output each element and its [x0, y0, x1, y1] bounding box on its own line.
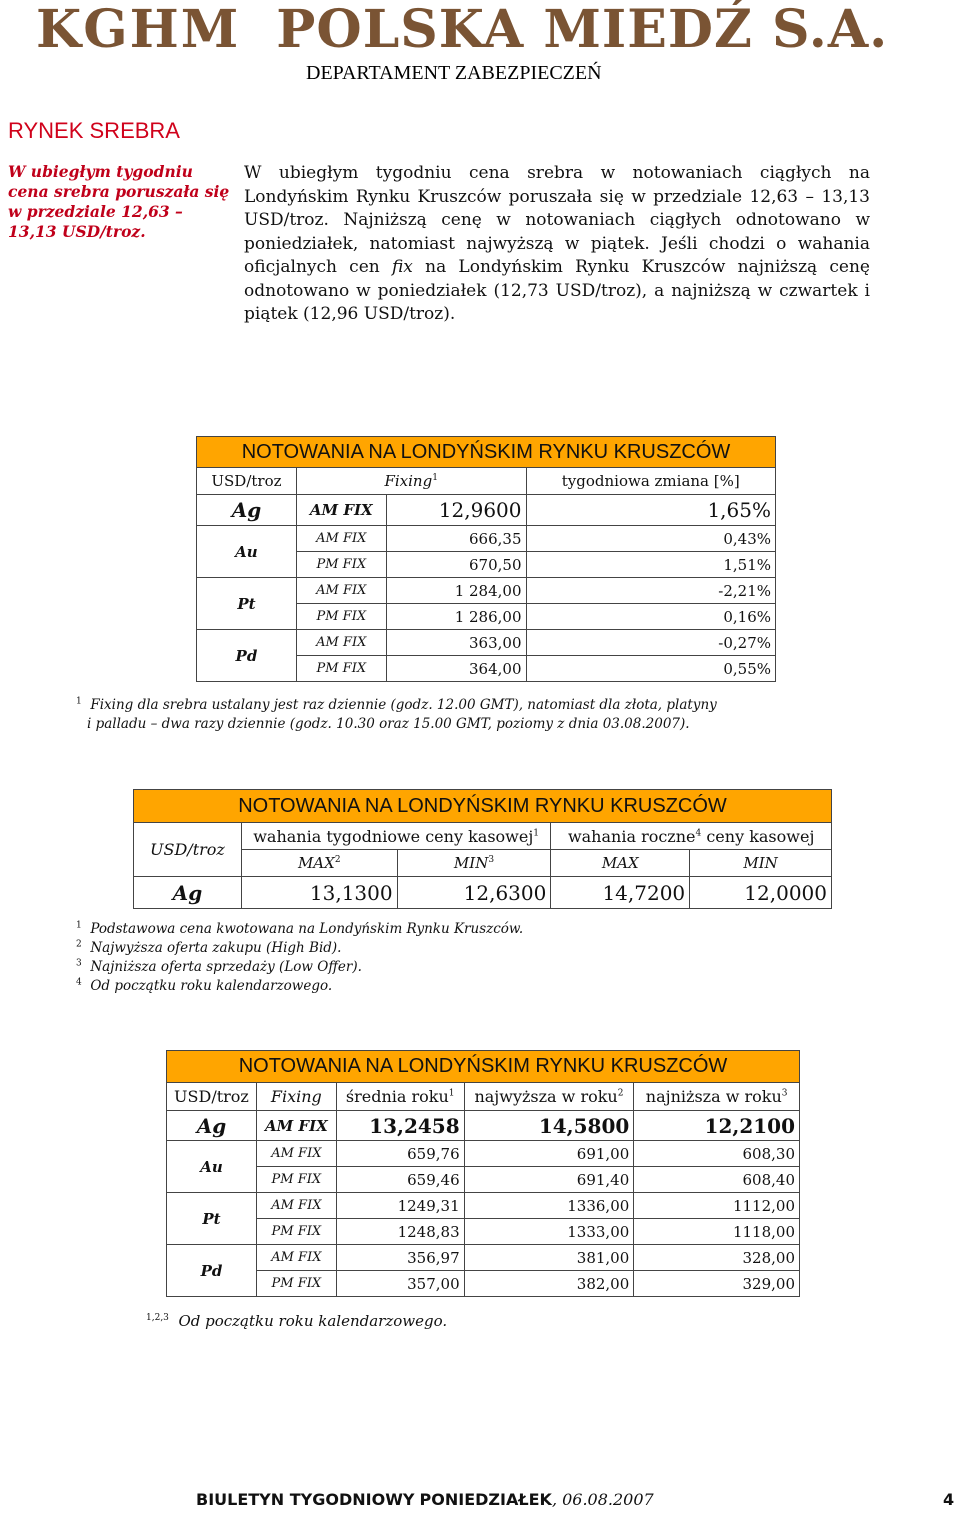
week-min-value: 12,6300 [397, 877, 551, 909]
fixing-label: PM FIX [256, 1219, 336, 1245]
header-fixing: Fixing$^1$ [296, 468, 526, 495]
price-value: 670,50 [386, 552, 526, 578]
metal-label: Pt [197, 578, 297, 630]
fixing-label: PM FIX [256, 1167, 336, 1193]
table-row [134, 877, 832, 909]
high-value: 381,00 [464, 1245, 634, 1271]
yearly-table [166, 1050, 800, 1297]
year-min-value: 12,0000 [690, 877, 832, 909]
high-value: 382,00 [464, 1271, 634, 1297]
footnote-line: $^1$ Fixing dla srebra ustalany jest raz dziennie (godz. 12.00 GMT), natomiast dla złota, platyny [76, 696, 717, 713]
table-row [167, 1111, 800, 1141]
header-weekly: wahania tygodniowe ceny kasowej$^1$ [241, 823, 550, 850]
page-number: 4 [943, 1490, 955, 1509]
logo-company-name: POLSKA MIEDŹ S.A. [276, 0, 889, 60]
table-title: NOTOWANIA NA LONDYŃSKIM RYNKU KRUSZCÓW [134, 790, 832, 823]
high-value: 691,00 [464, 1141, 634, 1167]
table-row [167, 1141, 800, 1167]
header-max: MAX$^2$ [241, 850, 397, 877]
header-low: najniższa w roku$^3$ [634, 1083, 800, 1111]
metal-label: Ag [167, 1111, 257, 1141]
table3-footnote: $^{1,2,3}$ Od początku roku kalendarzowego. [146, 1312, 448, 1330]
header-fixing: Fixing [256, 1083, 336, 1111]
metal-label: Ag [197, 495, 297, 526]
price-value: 666,35 [386, 526, 526, 552]
price-value: 364,00 [386, 656, 526, 682]
company-logo [36, 0, 936, 60]
change-value: -2,21% [526, 578, 776, 604]
fixing-label: PM FIX [296, 552, 386, 578]
metal-label: Au [197, 526, 297, 578]
fixing-label: AM FIX [296, 630, 386, 656]
low-value: 1112,00 [634, 1193, 800, 1219]
section-title: RYNEK SREBRA [8, 118, 180, 143]
table-row [167, 1193, 800, 1219]
header-max: MAX [551, 850, 690, 877]
table-row [167, 1271, 800, 1297]
table-row [197, 578, 776, 604]
table-title: NOTOWANIA NA LONDYŃSKIM RYNKU KRUSZCÓW [197, 437, 776, 468]
price-value: 12,9600 [386, 495, 526, 526]
fixing-label: AM FIX [296, 526, 386, 552]
header-min: MIN [690, 850, 832, 877]
fixing-label: PM FIX [296, 656, 386, 682]
avg-value: 659,46 [336, 1167, 464, 1193]
low-value: 1118,00 [634, 1219, 800, 1245]
fixing-label: AM FIX [256, 1193, 336, 1219]
header-unit: USD/troz [197, 468, 297, 495]
metal-label: Ag [134, 877, 242, 909]
high-value: 14,5800 [464, 1111, 634, 1141]
page-footer [196, 1490, 960, 1509]
bulletin-name: BIULETYN TYGODNIOWY [196, 1490, 415, 1509]
table-row [197, 495, 776, 526]
weekly-fixing-table [196, 436, 776, 682]
price-value: 363,00 [386, 630, 526, 656]
fixing-label: AM FIX [296, 495, 386, 526]
footnote-line: i palladu – dwa razy dziennie (godz. 10.30 oraz 15.00 GMT, poziomy z dnia 03.08.2007). [87, 716, 690, 732]
low-value: 329,00 [634, 1271, 800, 1297]
table-row [197, 526, 776, 552]
high-value: 1336,00 [464, 1193, 634, 1219]
table-row [167, 1167, 800, 1193]
high-value: 1333,00 [464, 1219, 634, 1245]
table2-footnotes [76, 920, 796, 996]
table-row [167, 1219, 800, 1245]
fixing-label: AM FIX [296, 578, 386, 604]
metal-label: Pd [197, 630, 297, 682]
paragraph-part-1: W ubiegłym tygodniu cena srebra w notowaniach ciągłych na Londyńskim Rynku Kruszców poruszała się w przedziale 12,63 – 13,13 USD/troz. Najniższą cenę w notowaniach ciągłych odnotowano w poniedziałek, natomiast najwyższą w piątek. Jeśli chodzi o wahania oficjalnych cen [244, 163, 870, 277]
main-paragraph [244, 162, 870, 327]
change-value: 1,65% [526, 495, 776, 526]
avg-value: 356,97 [336, 1245, 464, 1271]
fixing-label: AM FIX [256, 1111, 336, 1141]
change-value: 0,55% [526, 656, 776, 682]
footer-day: PONIEDZIAŁEK [419, 1490, 552, 1509]
header-change: tygodniowa zmiana [%] [526, 468, 776, 495]
header-avg: średnia roku$^1$ [336, 1083, 464, 1111]
avg-value: 357,00 [336, 1271, 464, 1297]
week-max-value: 13,1300 [241, 877, 397, 909]
price-value: 1 284,00 [386, 578, 526, 604]
header-high: najwyższa w roku$^2$ [464, 1083, 634, 1111]
change-value: 1,51% [526, 552, 776, 578]
footnote-line: $^3$ Najniższa oferta sprzedaży (Low Offer). [76, 958, 362, 975]
avg-value: 13,2458 [336, 1111, 464, 1141]
paragraph-fix-term: fix [391, 257, 413, 277]
high-value: 691,40 [464, 1167, 634, 1193]
department-name: DEPARTAMENT ZABEZPIECZEŃ [306, 62, 602, 84]
avg-value: 1249,31 [336, 1193, 464, 1219]
fixing-label: AM FIX [256, 1245, 336, 1271]
metal-label: Pt [167, 1193, 257, 1245]
footer-date: , 06.08.2007 [551, 1490, 654, 1509]
metal-label: Pd [167, 1245, 257, 1297]
change-value: 0,16% [526, 604, 776, 630]
low-value: 12,2100 [634, 1111, 800, 1141]
paragraph-part-2: na Londyńskim Rynku Kruszców najniższą cenę odnotowano w poniedziałek (12,73 USD/troz), a najniższą w czwartek i piątek (12,96 USD/troz). [244, 257, 870, 324]
low-value: 608,40 [634, 1167, 800, 1193]
fixing-label: PM FIX [256, 1271, 336, 1297]
metal-label: Au [167, 1141, 257, 1193]
footnote-line: $^1$ Podstawowa cena kwotowana na Londyńskim Rynku Kruszców. [76, 920, 524, 937]
fixing-label: PM FIX [296, 604, 386, 630]
avg-value: 1248,83 [336, 1219, 464, 1245]
range-table [133, 789, 832, 909]
change-value: -0,27% [526, 630, 776, 656]
logo-kghm: KGHM [36, 0, 241, 60]
header-unit: USD/troz [167, 1083, 257, 1111]
year-max-value: 14,7200 [551, 877, 690, 909]
low-value: 328,00 [634, 1245, 800, 1271]
table-title: NOTOWANIA NA LONDYŃSKIM RYNKU KRUSZCÓW [167, 1051, 800, 1083]
table-row [197, 630, 776, 656]
header-unit: USD/troz [134, 823, 242, 877]
fixing-label: AM FIX [256, 1141, 336, 1167]
footnote-line: $^4$ Od początku roku kalendarzowego. [76, 977, 333, 994]
header-min: MIN$^3$ [397, 850, 551, 877]
low-value: 608,30 [634, 1141, 800, 1167]
change-value: 0,43% [526, 526, 776, 552]
header-yearly: wahania roczne$^4$ ceny kasowej [551, 823, 832, 850]
avg-value: 659,76 [336, 1141, 464, 1167]
side-note: W ubiegłym tygodniu cena srebra poruszała się w przedziale 12,63 – 13,13 USD/troz. [8, 162, 230, 241]
table1-footnote [76, 696, 796, 734]
footnote-line: $^2$ Najwyższa oferta zakupu (High Bid). [76, 939, 342, 956]
price-value: 1 286,00 [386, 604, 526, 630]
table-row [167, 1245, 800, 1271]
